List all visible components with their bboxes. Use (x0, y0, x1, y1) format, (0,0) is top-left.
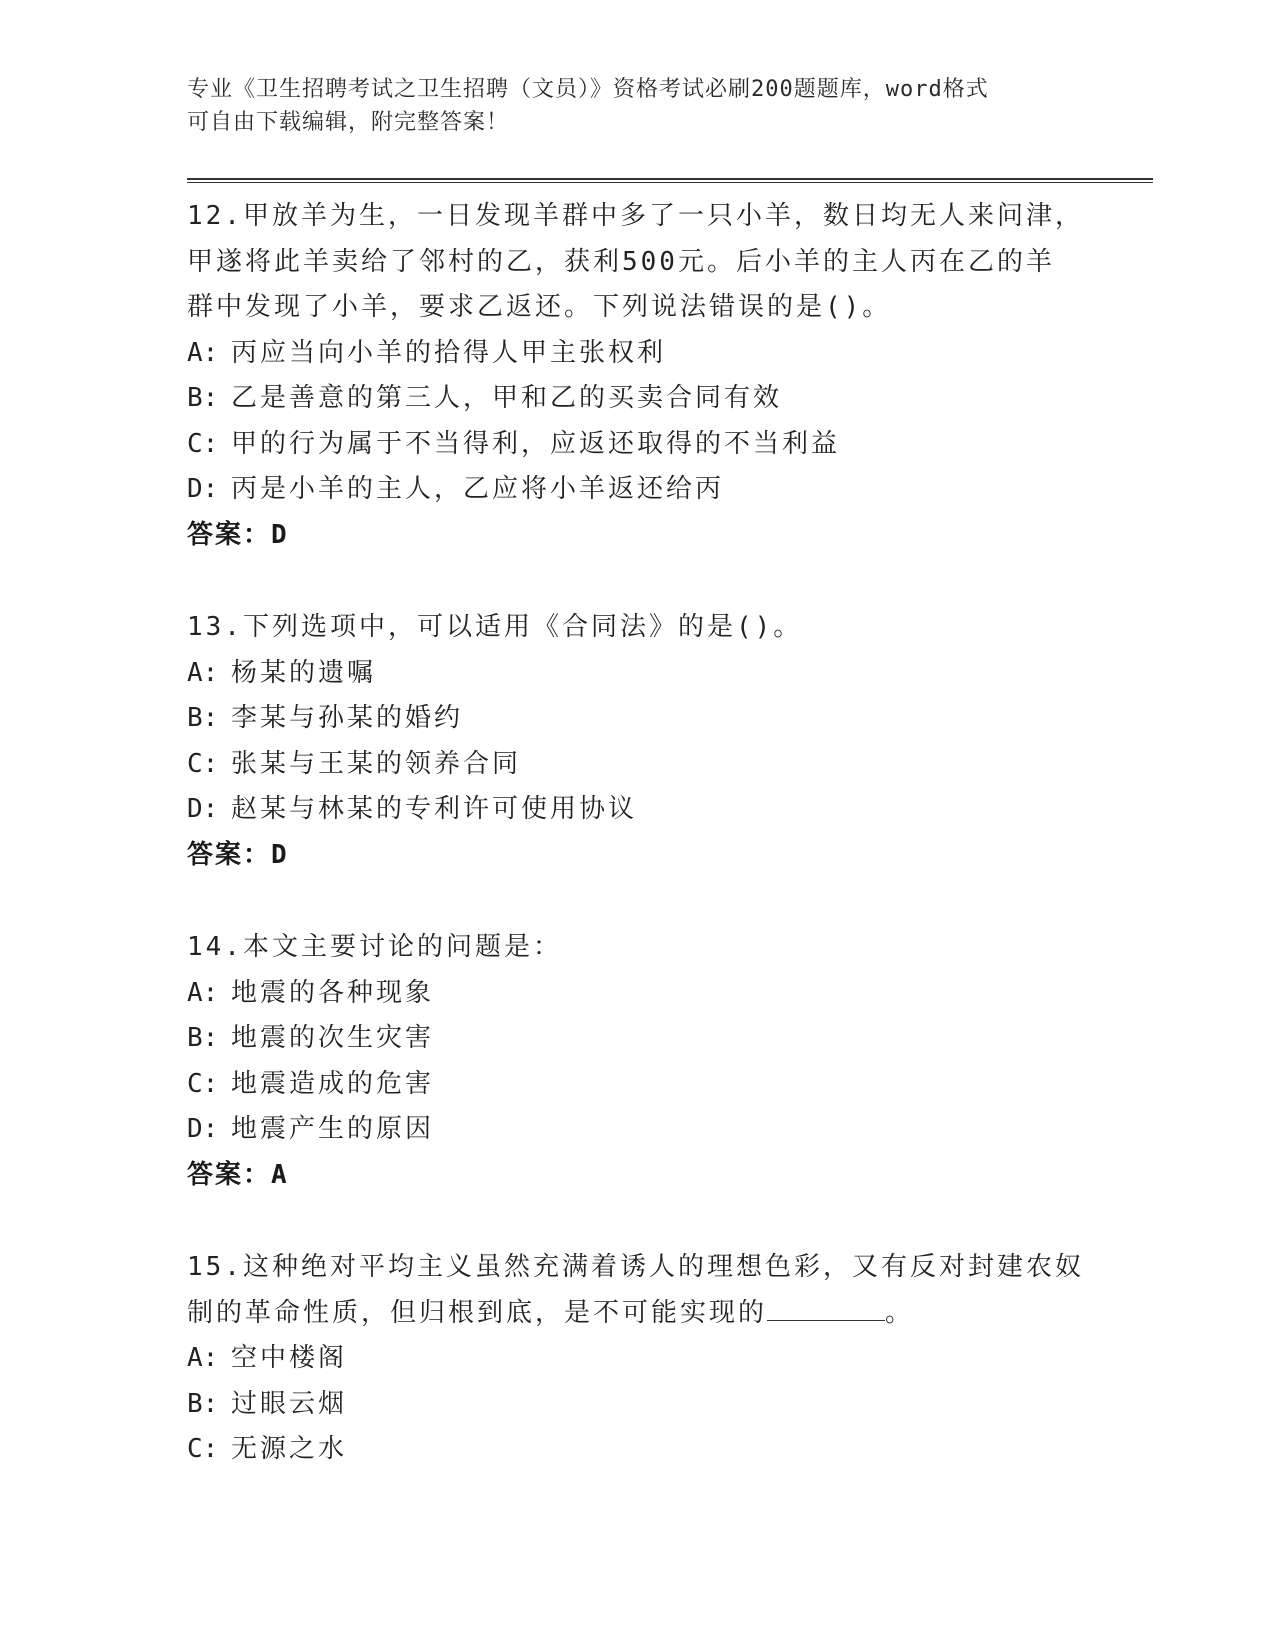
option-c (187, 742, 1087, 788)
question-stem-text: 制的革命性质，但归根到底，是不可能实现的 (187, 1297, 768, 1328)
option-d (187, 467, 1087, 513)
answer-line: 答案：A (187, 1159, 289, 1190)
option-letter: C: (187, 1068, 219, 1099)
option-text: 李某与孙某的婚约 (231, 703, 464, 733)
question-stem-line: 14.本文主要讨论的问题是： (187, 932, 562, 962)
option-text: 丙是小羊的主人，乙应将小羊返还给丙 (231, 474, 725, 504)
option-c (187, 422, 1087, 468)
option-c (187, 1062, 1087, 1108)
option-text: 过眼云烟 (231, 1388, 348, 1419)
question-14 (187, 925, 1087, 1198)
question-stem-line: 12.甲放羊为生，一日发现羊群中多了一只小羊，数日均无人来问津， (187, 201, 1084, 231)
option-d (187, 1107, 1087, 1153)
option-a (187, 331, 1087, 377)
option-text: 赵某与林某的专利许可使用协议 (231, 794, 638, 824)
option-d (187, 787, 1087, 833)
option-letter: D: (187, 794, 219, 824)
question-stem-line: 15.这种绝对平均主义虽然充满着诱人的理想色彩，又有反对封建农奴 (187, 1252, 1084, 1282)
question-13 (187, 605, 1087, 878)
option-a (187, 651, 1087, 697)
header-title-line-2: 可自由下载编辑，附完整答案！ (187, 110, 510, 135)
option-text: 无源之水 (231, 1434, 348, 1464)
option-letter: C: (187, 1434, 219, 1464)
question-15 (187, 1245, 1087, 1473)
answer-line: 答案：D (187, 519, 289, 550)
option-letter: A: (187, 657, 219, 688)
fill-in-blank (767, 1294, 885, 1321)
option-letter: C: (187, 748, 219, 779)
document-header (187, 73, 1087, 139)
option-letter: B: (187, 1023, 219, 1053)
option-text: 张某与王某的领养合同 (231, 748, 522, 779)
option-letter: A: (187, 1343, 219, 1373)
question-list (187, 194, 1087, 1520)
option-text: 地震产生的原因 (231, 1114, 435, 1144)
option-letter: A: (187, 977, 219, 1008)
question-stem-line: 群中发现了小羊，要求乙返还。下列说法错误的是()。 (187, 292, 892, 322)
question-stem-line: 13.下列选项中，可以适用《合同法》的是()。 (187, 612, 803, 642)
option-text: 地震的次生灾害 (231, 1023, 435, 1053)
option-text: 乙是善意的第三人，甲和乙的买卖合同有效 (231, 383, 783, 413)
option-letter: C: (187, 428, 219, 459)
header-divider (187, 178, 1153, 183)
question-stem-line: 甲遂将此羊卖给了邻村的乙，获利500元。后小羊的主人丙在乙的羊 (187, 246, 1055, 277)
option-letter: B: (187, 1388, 219, 1419)
option-text: 甲的行为属于不当得利，应返还取得的不当利益 (231, 428, 841, 459)
option-letter: B: (187, 383, 219, 413)
option-b (187, 1382, 1087, 1428)
option-letter: D: (187, 474, 219, 504)
option-b (187, 696, 1087, 742)
option-text: 地震的各种现象 (231, 977, 435, 1008)
option-b (187, 376, 1087, 422)
question-stem-line-with-blank (187, 1291, 1087, 1337)
option-letter: A: (187, 337, 219, 368)
option-letter: D: (187, 1114, 219, 1144)
option-letter: B: (187, 703, 219, 733)
option-text: 丙应当向小羊的拾得人甲主张权利 (231, 337, 667, 368)
question-12 (187, 194, 1087, 558)
option-b (187, 1016, 1087, 1062)
answer-line: 答案：D (187, 839, 289, 870)
option-a (187, 971, 1087, 1017)
question-stem-tail: 。 (885, 1297, 915, 1328)
option-text: 空中楼阁 (231, 1343, 348, 1373)
option-text: 杨某的遗嘱 (231, 657, 377, 688)
header-title-line-1: 专业《卫生招聘考试之卫生招聘（文员）》资格考试必刷200题题库，word格式 (187, 77, 989, 102)
option-c (187, 1427, 1087, 1473)
option-a (187, 1336, 1087, 1382)
option-text: 地震造成的危害 (231, 1068, 435, 1099)
